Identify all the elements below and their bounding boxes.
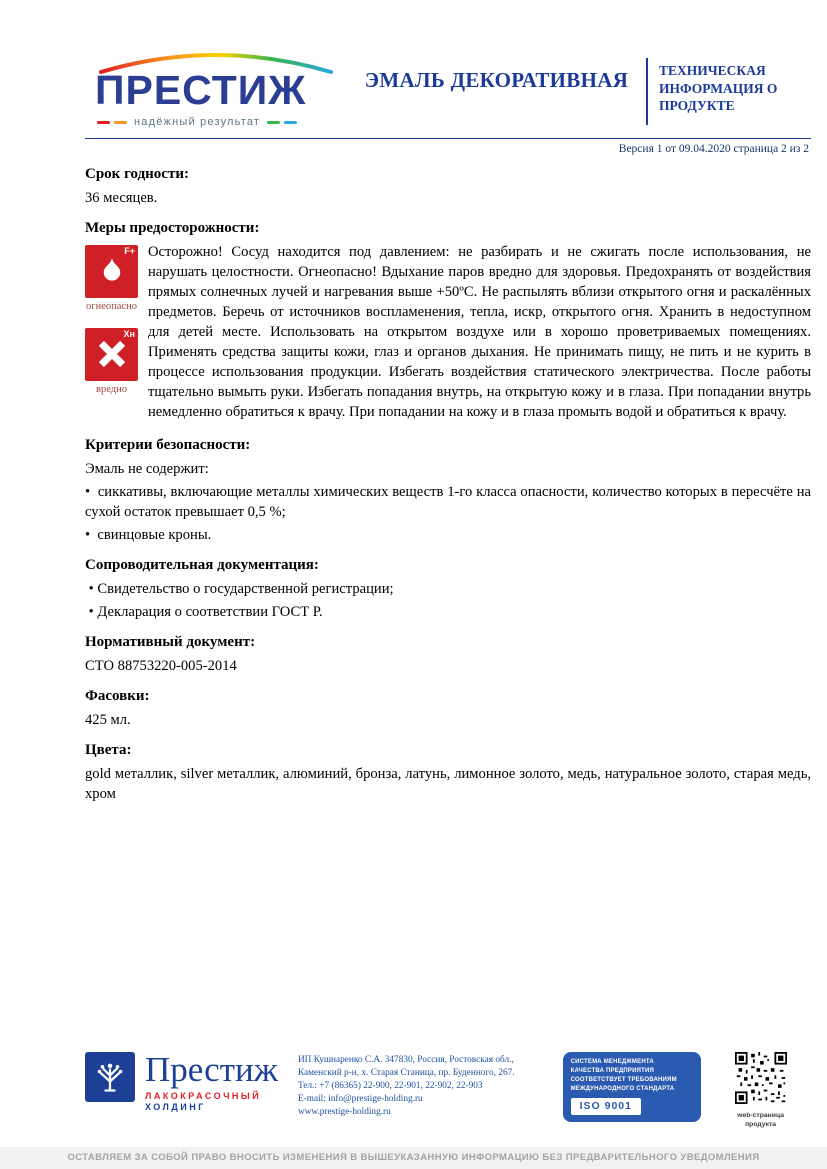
document-bullet: • Декларация о соответствии ГОСТ Р. xyxy=(85,603,811,623)
tagline-dash-green xyxy=(267,121,280,124)
shelf-life-value: 36 месяцев. xyxy=(85,190,158,206)
version-line: Версия 1 от 09.04.2020 страница 2 из 2 xyxy=(618,143,809,155)
iso-line: КАЧЕСТВА ПРЕДПРИЯТИЯ xyxy=(570,1067,655,1074)
footer-logo xyxy=(85,1049,278,1112)
address-line: ИП Кушнаренко С.А. 347830, Россия, Ростовская обл., xyxy=(297,1054,514,1065)
iso-line: СООТВЕТСТВУЕТ ТРЕБОВАНИЯМ xyxy=(570,1076,677,1083)
documents-heading: Сопроводительная документация: xyxy=(85,556,319,573)
address-line: Тел.: +7 (86365) 22-900, 22-901, 22-902, 22-903 xyxy=(297,1081,483,1092)
safety-bullet: • свинцовые кроны. xyxy=(85,526,811,546)
footer-logo-text xyxy=(145,1049,278,1112)
qr-code-label: web-страница продукта xyxy=(737,1111,785,1128)
tagline-text: надёжный результат xyxy=(134,116,261,128)
iso-badge xyxy=(563,1052,701,1123)
precautions-heading: Меры предосторожности: xyxy=(85,219,260,236)
safety-heading: Критерии безопасности: xyxy=(85,436,251,453)
iso-line: СИСТЕМА МЕНЕДЖМЕНТА xyxy=(570,1058,654,1065)
footer-brand-sub2: ХОЛДИНГ xyxy=(145,1101,206,1112)
harmful-caption: вредно xyxy=(96,383,127,395)
harmful-icon xyxy=(85,328,138,381)
document-header xyxy=(0,0,827,128)
company-address xyxy=(298,1052,515,1120)
flammable-icon xyxy=(85,245,138,298)
packaging-heading: Фасовки: xyxy=(85,687,150,704)
disclaimer-bar: ОСТАВЛЯЕМ ЗА СОБОЙ ПРАВО ВНОСИТЬ ИЗМЕНЕНИЯ В ВЫШЕУКАЗАННУЮ ИНФОРМАЦИЮ БЕЗ ПРЕДВАРИТЕЛЬНОГО УВЕДОМЛЕНИЯ xyxy=(0,1147,827,1169)
qr-code-icon xyxy=(735,1052,787,1104)
prestige-logo xyxy=(95,50,347,128)
shelf-life-heading: Срок годности: xyxy=(85,166,189,182)
cross-glyph xyxy=(95,337,129,371)
document-footer xyxy=(85,1049,791,1129)
flammable-caption: огнеопасно xyxy=(86,300,137,312)
hazard-icons-column xyxy=(85,243,148,411)
footer-brand-name: Престиж xyxy=(145,1049,278,1089)
logo-tagline xyxy=(95,116,347,128)
tagline-dash-red xyxy=(97,121,110,124)
harmful-code: Хн xyxy=(123,328,135,339)
tagline-dash-blue xyxy=(284,121,297,124)
colors-heading: Цвета: xyxy=(85,741,132,758)
safety-intro: Эмаль не содержит: xyxy=(85,460,209,477)
logo-wordmark: ПРЕСТИЖ xyxy=(95,67,307,113)
safety-bullet: • сиккативы, включающие металлы химических веществ 1-го класса опасности, количество которых в пересчёте на сухой остаток превышает 0,5 %; xyxy=(85,483,811,523)
page-title: ЭМАЛЬ ДЕКОРАТИВНАЯ xyxy=(364,68,629,92)
flammable-code: F+ xyxy=(124,245,135,256)
iso-line: МЕЖДУНАРОДНОГО СТАНДАРТА xyxy=(570,1085,675,1092)
flame-glyph xyxy=(97,255,127,287)
normative-heading: Нормативный документ: xyxy=(85,633,256,650)
document-bullet: • Свидетельство о государственной регистрации; xyxy=(85,580,811,600)
colors-value: gold металлик, silver металлик, алюминий, бронза, латунь, лимонное золото, медь, натуральное золото, старая медь, хром xyxy=(85,765,811,802)
address-line-email: E-mail: info@prestige-holding.ru xyxy=(297,1094,423,1105)
packaging-value: 425 мл. xyxy=(85,711,131,728)
tech-info-label: ТЕХНИЧЕСКАЯ ИНФОРМАЦИЯ О ПРОДУКТЕ xyxy=(646,58,811,125)
normative-value: СТО 88753220-005-2014 xyxy=(85,657,237,674)
document-body xyxy=(85,166,811,805)
precautions-text: Осторожно! Сосуд находится под давлением: не разбирать и не сжигать после использования, не нарушать целостности. Огнеопасно! Вдыхание паров вредно для здоровья. Предохранять от воздействия прямых солнечных лучей и нагревания выше +50ºС. Не распылять вблизи открытого огня и раскалённых предметов. Беречь от источников воспламенения, тепла, искр, открытого огня. Хранить в недоступном для детей месте. Использовать на открытом воздухе или в хорошо проветриваемых помещениях. Применять средства защиты кожи, глаз и органов дыхания. Не принимать пищу, не пить и не курить в процессе использования продукции. Избегать воздействия статического электричества. После работы тщательно вымыть руки. Избегать попадания внутрь, на открытую кожу и в глаза. При попадании внутрь немедленно обратиться к врачу. При попадании на кожу и в глаза промыть водой и обратиться к врачу. xyxy=(148,243,811,420)
header-divider xyxy=(85,138,811,139)
address-line: Каменский р-н, х. Старая Станица, пр. Буденного, 267. xyxy=(297,1067,515,1078)
qr-block xyxy=(731,1052,791,1129)
footer-brand-sub1: ЛАКОКРАСОЧНЫЙ xyxy=(145,1090,262,1101)
address-line-website: www.prestige-holding.ru xyxy=(297,1107,391,1118)
precautions-block xyxy=(85,243,811,426)
tree-logo-icon xyxy=(85,1052,135,1102)
tagline-dash-orange xyxy=(114,121,127,124)
iso-9001-label: ISO 9001 xyxy=(571,1098,641,1116)
